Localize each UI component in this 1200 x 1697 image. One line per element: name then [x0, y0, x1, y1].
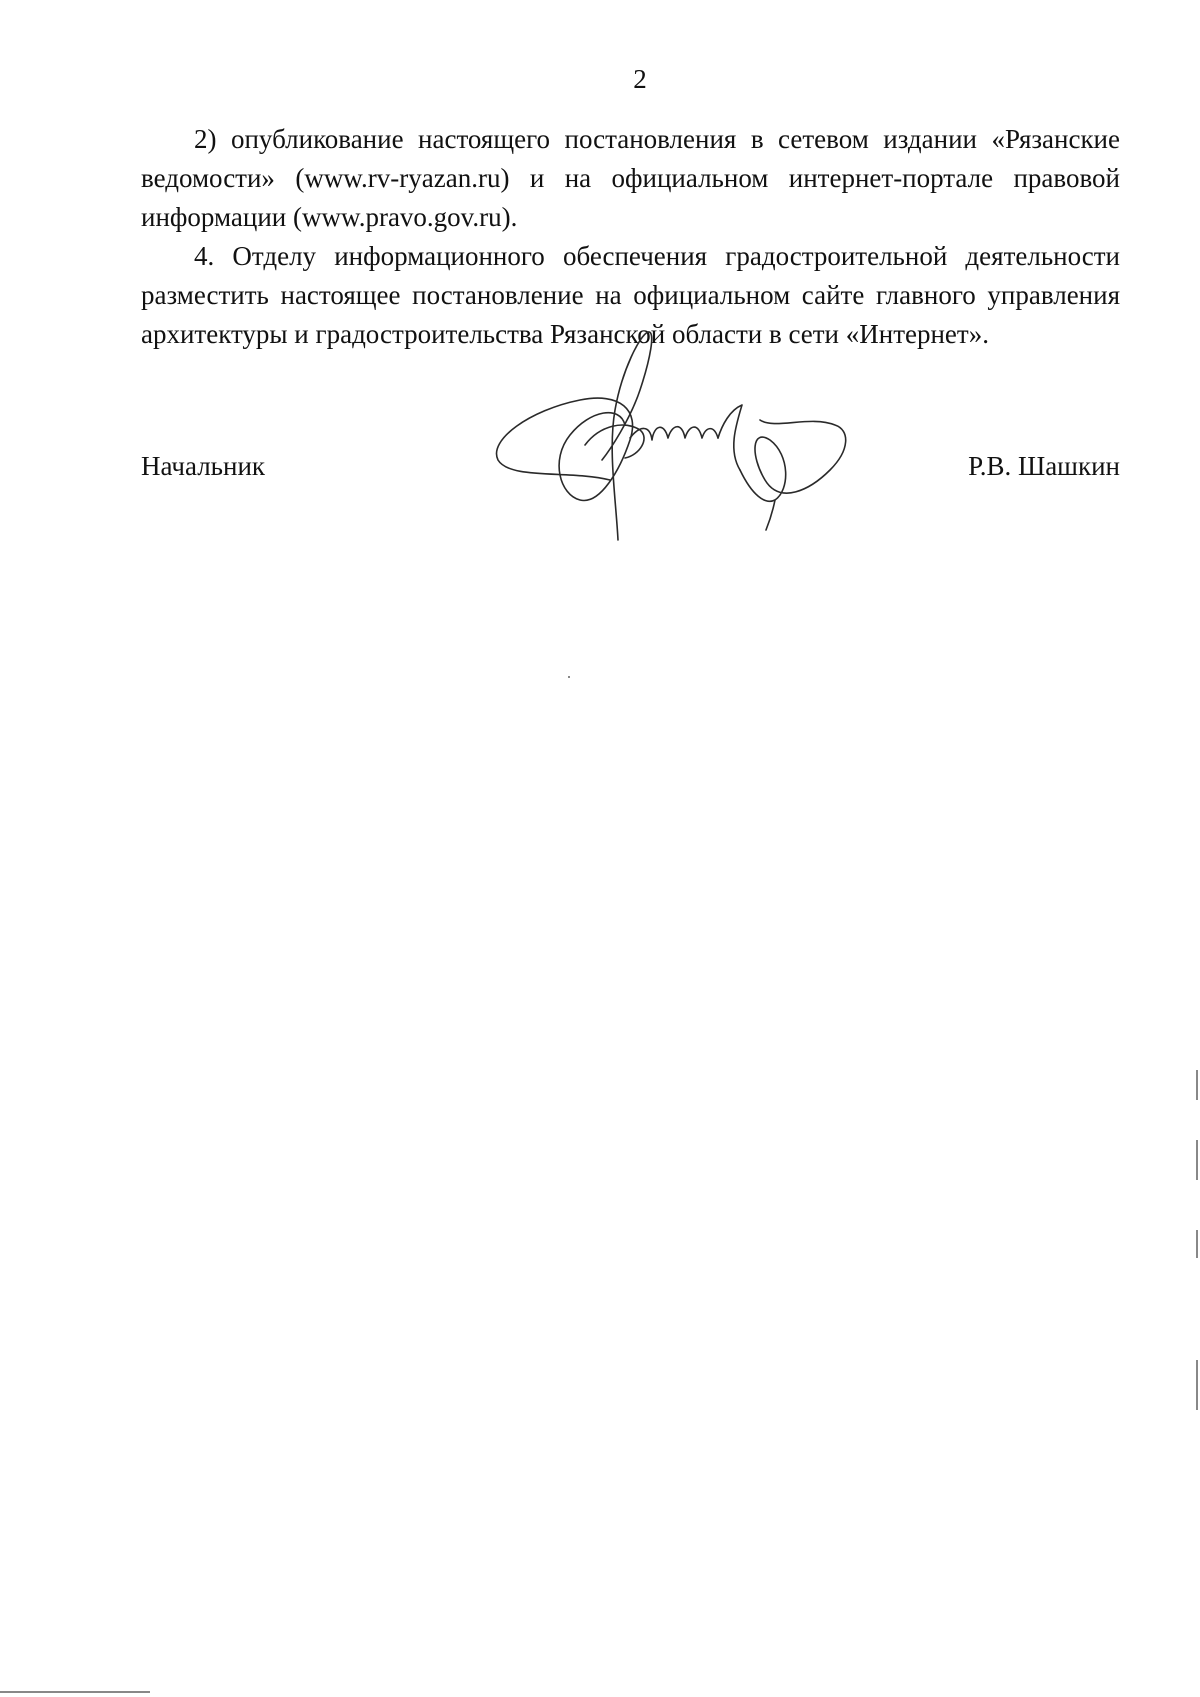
document-body	[141, 120, 1120, 354]
handwritten-signature	[490, 330, 890, 560]
signer-name: Р.В. Шашкин	[968, 451, 1120, 481]
scan-edge-mark	[1196, 1360, 1198, 1410]
scan-edge-mark	[1196, 1140, 1198, 1180]
page-number: 2	[633, 64, 647, 94]
paragraph-website-posting: 4. Отделу информационного обеспечения градостроительной деятельности разместить настоящее постановление на официальном сайте главного управления архитектуры и градостроительства Рязанской области в сети «Интернет».	[141, 241, 1120, 349]
scan-edge-mark	[0, 1691, 150, 1693]
scan-dust-mark	[568, 676, 570, 678]
scan-edge-mark	[1196, 1230, 1198, 1258]
paragraph-publication: 2) опубликование настоящего постановления в сетевом издании «Рязанские ведомости» (www.rv-ryazan.ru) и на официальном интернет-портале правовой информации (www.pravo.gov.ru).	[141, 124, 1120, 232]
signer-position: Начальник	[141, 451, 266, 481]
scan-edge-mark	[1196, 1070, 1198, 1100]
